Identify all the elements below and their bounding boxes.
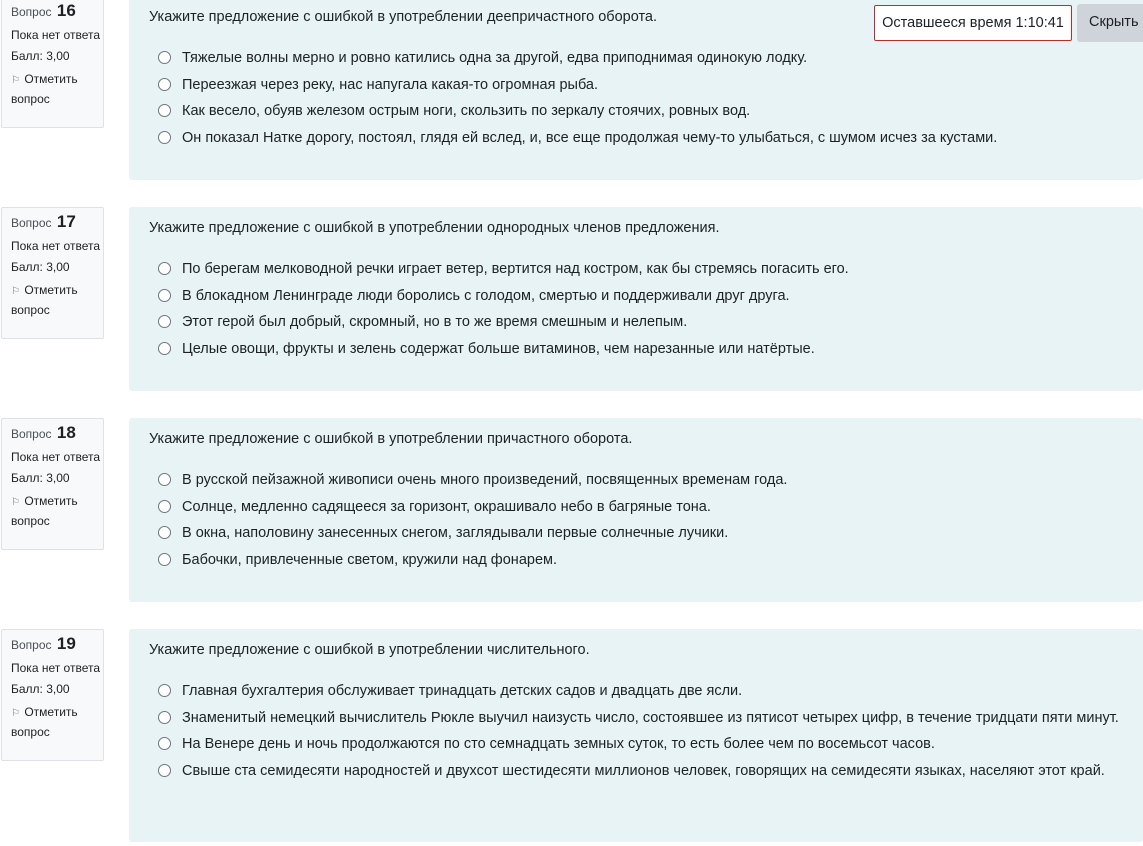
question-content [129, 418, 1143, 602]
answer-option[interactable]: Бабочки, привлеченные светом, кружили над фонарем. [149, 549, 1123, 571]
question-info [1, 0, 104, 128]
answer-option[interactable]: Он показал Натке дорогу, постоял, глядя ей вслед, и, все еще продолжая чему-то улыбаться, с шумом исчез за кустами. [149, 127, 1123, 149]
radio-button[interactable] [158, 342, 171, 355]
radio-button[interactable] [158, 711, 171, 724]
score: Балл: 3,00 [11, 682, 70, 696]
answer-option[interactable]: Главная бухгалтерия обслуживает тринадцать детских садов и двадцать две ясли. [149, 680, 1123, 702]
radio-button[interactable] [158, 684, 171, 697]
answer-status: Пока нет ответа [11, 661, 101, 675]
answer-status: Пока нет ответа [11, 450, 101, 464]
radio-button[interactable] [158, 764, 171, 777]
answer-status: Пока нет ответа [11, 239, 101, 253]
answer-option[interactable]: Знаменитый немецкий вычислитель Рюкле выучил наизусть число, состоявшее из пятисот четырех цифр, в течение тридцати пяти минут. [149, 707, 1123, 729]
hide-timer-button[interactable]: Скрыть [1077, 4, 1143, 42]
answer-status: Пока нет ответа [11, 28, 101, 42]
score: Балл: 3,00 [11, 471, 70, 485]
answer-option[interactable]: По берегам мелководной речки играет ветер, вертится над костром, как бы стремясь погасить его. [149, 258, 1123, 280]
question-text: Укажите предложение с ошибкой в употреблении однородных членов предложения. [149, 220, 720, 236]
flag-question-link[interactable]: ⚐ Отметить вопрос [11, 494, 78, 528]
flag-icon: ⚐ [11, 75, 20, 86]
question-text: Укажите предложение с ошибкой в употреблении причастного оборота. [149, 431, 633, 447]
question-info [1, 629, 104, 761]
question-number: Вопрос 18 [11, 423, 76, 442]
radio-button[interactable] [158, 737, 171, 750]
answer-option[interactable]: На Венере день и ночь продолжаются по сто семнадцать земных суток, то есть более чем по восемьсот часов. [149, 733, 1123, 755]
answer-option[interactable]: В окна, наполовину занесенных снегом, заглядывали первые солнечные лучики. [149, 522, 1123, 544]
question-text: Укажите предложение с ошибкой в употреблении числительного. [149, 642, 590, 658]
question-content [129, 207, 1143, 391]
question-content [129, 629, 1143, 842]
answer-option[interactable]: В блокадном Ленинграде люди боролись с голодом, смертью и поддерживали друг друга. [149, 285, 1123, 307]
answer-option[interactable]: Солнце, медленно садящееся за горизонт, окрашивало небо в багряные тона. [149, 496, 1123, 518]
score: Балл: 3,00 [11, 49, 70, 63]
radio-button[interactable] [158, 553, 171, 566]
answer-options [149, 258, 1123, 360]
answer-option[interactable]: Свыше ста семидесяти народностей и двухсот шестидесяти миллионов человек, говорящих на семидесяти языках, населяют этот край. [149, 760, 1123, 782]
question-number: Вопрос 19 [11, 634, 76, 653]
answer-option[interactable]: Как весело, обуяв железом острым ноги, скользить по зеркалу стоячих, ровных вод. [149, 100, 1123, 122]
answer-option[interactable]: Этот герой был добрый, скромный, но в то же время смешным и нелепым. [149, 311, 1123, 333]
score: Балл: 3,00 [11, 260, 70, 274]
flag-icon: ⚐ [11, 497, 20, 508]
question-text: Укажите предложение с ошибкой в употреблении деепричастного оборота. [149, 9, 658, 25]
question-number: Вопрос 16 [11, 1, 76, 20]
radio-button[interactable] [158, 315, 171, 328]
answer-options [149, 680, 1123, 782]
answer-option[interactable]: Целые овощи, фрукты и зелень содержат больше витаминов, чем нарезанные или натёртые. [149, 338, 1123, 360]
answer-option[interactable]: Переезжая через реку, нас напугала какая-то огромная рыба. [149, 74, 1123, 96]
flag-icon: ⚐ [11, 708, 20, 719]
time-remaining: Оставшееся время 1:10:41 [874, 5, 1072, 41]
answer-option[interactable]: В русской пейзажной живописи очень много произведений, посвященных временам года. [149, 469, 1123, 491]
radio-button[interactable] [158, 51, 171, 64]
question-info [1, 418, 104, 550]
radio-button[interactable] [158, 131, 171, 144]
radio-button[interactable] [158, 104, 171, 117]
radio-button[interactable] [158, 289, 171, 302]
radio-button[interactable] [158, 78, 171, 91]
answer-option[interactable]: Тяжелые волны мерно и ровно катились одна за другой, едва приподнимая одинокую лодку. [149, 47, 1123, 69]
question-info [1, 207, 104, 339]
radio-button[interactable] [158, 500, 171, 513]
question-number: Вопрос 17 [11, 212, 76, 231]
answer-options [149, 469, 1123, 571]
flag-question-link[interactable]: ⚐ Отметить вопрос [11, 705, 78, 739]
flag-icon: ⚐ [11, 286, 20, 297]
answer-options [149, 47, 1123, 149]
radio-button[interactable] [158, 526, 171, 539]
radio-button[interactable] [158, 262, 171, 275]
flag-question-link[interactable]: ⚐ Отметить вопрос [11, 72, 78, 106]
flag-question-link[interactable]: ⚐ Отметить вопрос [11, 283, 78, 317]
radio-button[interactable] [158, 473, 171, 486]
